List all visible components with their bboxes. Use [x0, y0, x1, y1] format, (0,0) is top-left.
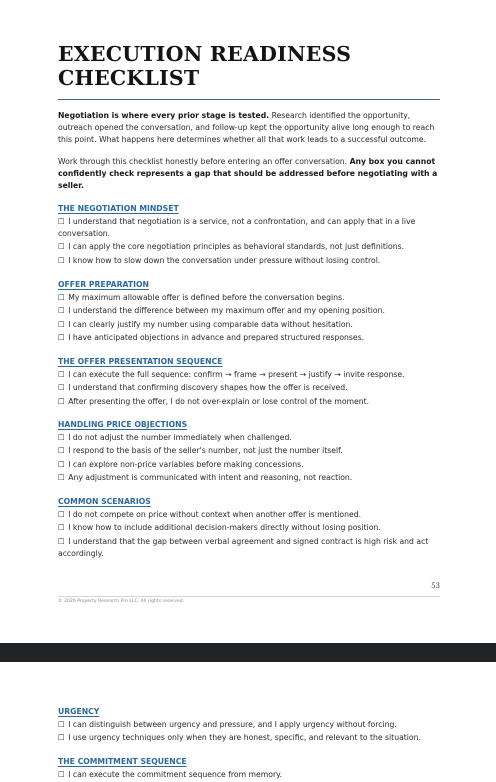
checklist-item[interactable]: [58, 292, 442, 304]
footer-divider: [58, 596, 440, 597]
item-text: My maximum allowable offer is defined before the conversation begins.: [68, 293, 345, 302]
item-text: I do not adjust the number immediately when challenged.: [68, 433, 292, 442]
item-text: I can apply the core negotiation principles as behavioral standards, not just definitions.: [68, 242, 405, 252]
section-heading: THE NEGOTIATION MINDSET: [58, 204, 179, 213]
checklist-item[interactable]: [58, 396, 442, 408]
item-text: I understand the difference between my maximum offer and my opening position.: [68, 306, 385, 316]
item-text: I understand that the gap between verbal agreement and signed contract is high risk and act accordingly.: [58, 536, 429, 558]
checkbox-icon[interactable]: ☐: [58, 383, 65, 393]
item-text: I can execute the commitment sequence from memory.: [68, 770, 283, 779]
checkbox-icon[interactable]: ☐: [58, 523, 65, 533]
section-heading: THE COMMITMENT SEQUENCE: [58, 757, 187, 766]
section-offer-presentation-sequence: [58, 356, 442, 409]
checkbox-icon[interactable]: ☐: [58, 306, 65, 316]
checkbox-icon[interactable]: ☐: [58, 433, 65, 442]
section-heading: HANDLING PRICE OBJECTIONS: [58, 420, 188, 429]
item-text: I respond to the basis of the seller's number, not just the number itself.: [68, 446, 343, 456]
section-common-scenarios: [58, 496, 442, 561]
page-separator: [0, 643, 496, 662]
checklist-item[interactable]: [58, 719, 442, 731]
checklist-item[interactable]: [58, 305, 442, 317]
checkbox-icon[interactable]: ☐: [58, 217, 65, 226]
section-heading: URGENCY: [58, 707, 100, 716]
item-text: I understand that confirming discovery shapes how the offer is received.: [68, 383, 348, 393]
checkbox-icon[interactable]: ☐: [58, 536, 65, 546]
checkbox-icon[interactable]: ☐: [58, 510, 65, 519]
checklist-item[interactable]: [58, 509, 442, 521]
checkbox-icon[interactable]: ☐: [58, 396, 65, 406]
item-text: Any adjustment is communicated with intent and reasoning, not reaction.: [68, 473, 353, 483]
document-page-54: [0, 662, 496, 782]
section-negotiation-mindset: [58, 203, 442, 268]
item-text: I understand that negotiation is a service, not a confrontation, and can apply that in a live conversation.: [58, 217, 416, 238]
page-number: 53: [431, 582, 440, 590]
section-offer-preparation: [58, 279, 442, 346]
checkbox-icon[interactable]: ☐: [58, 255, 65, 265]
instruction-bold: Any box you cannot confidently check represents a gap that should be addressed before negotiating with a seller.: [58, 157, 438, 190]
checkbox-icon[interactable]: ☐: [58, 770, 65, 779]
intro-bold: Negotiation is where every prior stage is tested.: [58, 111, 270, 120]
title-divider: [58, 99, 440, 100]
checklist-item[interactable]: [58, 472, 442, 484]
intro-text: Research identified the opportunity, outreach opened the conversation, and follow-up kept the opportunity alive long enough to reach this point. What happens here determines whether all that work leads to a successful outcome.: [58, 111, 435, 144]
item-text: I have anticipated objections in advance and prepared structured responses.: [68, 333, 365, 343]
item-text: I do not compete on price without context when another offer is mentioned.: [68, 510, 362, 519]
instruction-text: Work through this checklist honestly before entering an offer conversation.: [58, 157, 350, 166]
checklist-item[interactable]: [58, 369, 442, 381]
section-urgency: [58, 706, 442, 746]
item-text: I can clearly justify my number using comparable data without hesitation.: [68, 319, 353, 329]
checklist-item[interactable]: [58, 216, 442, 240]
item-text: After presenting the offer, I do not over-explain or lose control of the moment.: [68, 396, 370, 406]
checkbox-icon[interactable]: ☐: [58, 319, 65, 329]
item-text: I can distinguish between urgency and pressure, and I apply urgency without forcing.: [68, 720, 397, 729]
checklist-item[interactable]: [58, 332, 442, 344]
checklist-item[interactable]: [58, 382, 442, 394]
item-text: I can execute the full sequence: confirm → frame → present → justify → invite response.: [68, 370, 405, 379]
instruction-paragraph: [58, 156, 442, 191]
checkbox-icon[interactable]: ☐: [58, 720, 65, 729]
checkbox-icon[interactable]: ☐: [58, 473, 65, 483]
item-text: I use urgency techniques only when they are honest, specific, and relevant to the situation.: [68, 733, 421, 743]
checklist-item[interactable]: [58, 432, 442, 444]
title-line-1: EXECUTION READINESS: [58, 42, 352, 66]
checkbox-icon[interactable]: ☐: [58, 293, 65, 302]
checklist-item[interactable]: [58, 769, 442, 781]
checklist-item[interactable]: [58, 255, 442, 267]
checkbox-icon[interactable]: ☐: [58, 333, 65, 343]
copyright-footer: © 2026 Property Research Pro LLC. All rights reserved.: [58, 599, 185, 604]
checkbox-icon[interactable]: ☐: [58, 446, 65, 456]
title-line-2: CHECKLIST: [58, 66, 200, 90]
checklist-item[interactable]: [58, 241, 442, 253]
checklist-item[interactable]: [58, 445, 442, 457]
section-commitment-sequence: [58, 756, 442, 782]
section-handling-price-objections: [58, 419, 442, 486]
checkbox-icon[interactable]: ☐: [58, 242, 65, 252]
checkbox-icon[interactable]: ☐: [58, 459, 65, 469]
checkbox-icon[interactable]: ☐: [58, 370, 65, 379]
section-heading: THE OFFER PRESENTATION SEQUENCE: [58, 357, 223, 366]
item-text: I know how to include additional decision-makers directly without losing position.: [68, 523, 381, 533]
section-heading: OFFER PREPARATION: [58, 280, 149, 289]
checklist-item[interactable]: [58, 732, 442, 744]
intro-paragraph: [58, 110, 442, 145]
checkbox-icon[interactable]: ☐: [58, 733, 65, 743]
page-title: [58, 42, 440, 90]
item-text: I can explore non-price variables before making concessions.: [68, 459, 304, 469]
item-text: I know how to slow down the conversation under pressure without losing control.: [68, 255, 381, 265]
checklist-item[interactable]: [58, 319, 442, 331]
section-heading: COMMON SCENARIOS: [58, 497, 151, 506]
checklist-item[interactable]: [58, 522, 442, 534]
checklist-item[interactable]: [58, 536, 442, 560]
checklist-item[interactable]: [58, 459, 442, 471]
